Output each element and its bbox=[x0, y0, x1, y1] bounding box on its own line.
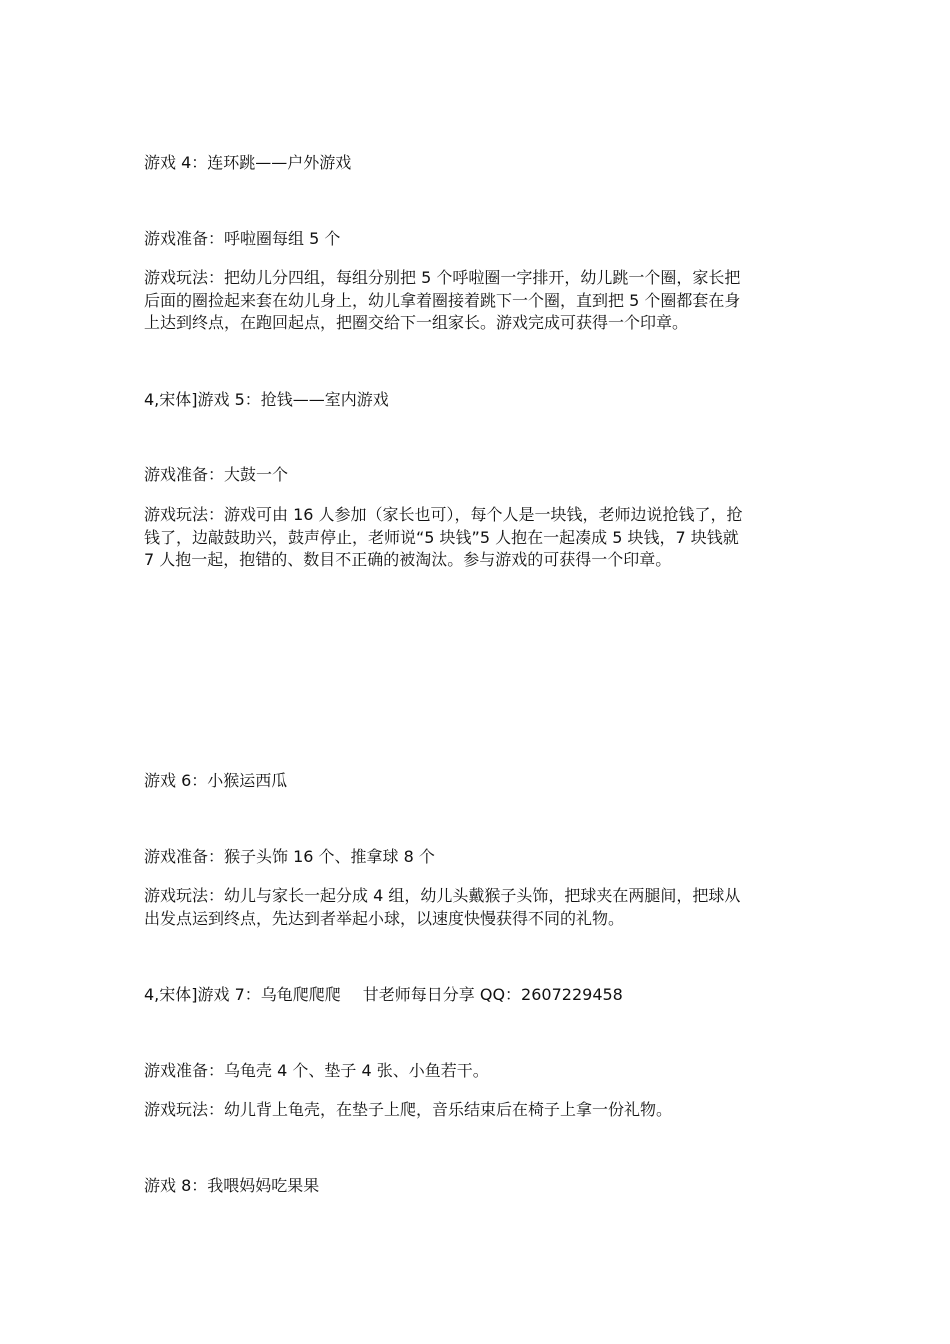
game5-play-line: 游戏玩法：游戏可由 16 人参加（家长也可），每个人是一块钱，老师边说抢钱了，抢 bbox=[144, 505, 743, 524]
game8-title: 游戏 8：我喂妈妈吃果果 bbox=[144, 1176, 320, 1195]
game6-prep: 游戏准备：猴子头饰 16 个、推拿球 8 个 bbox=[144, 847, 435, 866]
game6-play-line: 游戏玩法：幼儿与家长一起分成 4 组，幼儿头戴猴子头饰，把球夹在两腿间，把球从 bbox=[144, 886, 741, 905]
game4-play-line: 后面的圈捡起来套在幼儿身上，幼儿拿着圈接着跳下一个圈，直到把 5 个圈都套在身 bbox=[144, 290, 741, 310]
game4-prep: 游戏准备：呼啦圈每组 5 个 bbox=[144, 229, 341, 248]
game7-prep: 游戏准备：乌龟壳 4 个、垫子 4 张、小鱼若干。 bbox=[144, 1061, 489, 1080]
share-note: 甘老师每日分享 QQ：2607229458 bbox=[362, 985, 623, 1004]
game6-play-line: 出发点运到终点，先达到者举起小球，以速度快慢获得不同的礼物。 bbox=[144, 908, 625, 928]
game7-title: 4,宋体]游戏 7：乌龟爬爬爬 bbox=[144, 985, 341, 1004]
game7-play: 游戏玩法：幼儿背上龟壳，在垫子上爬，音乐结束后在椅子上拿一份礼物。 bbox=[144, 1100, 673, 1119]
game5-prep: 游戏准备：大鼓一个 bbox=[144, 465, 289, 484]
game5-play-line: 钱了，边敲鼓助兴，鼓声停止，老师说“5 块钱”5 人抱在一起凑成 5 块钱，7 块钱就 bbox=[144, 527, 739, 547]
game4-play bbox=[144, 267, 814, 335]
game6-play bbox=[144, 885, 814, 930]
game5-play-line: 7 人抱一起，抱错的、数目不正确的被淘汰。参与游戏的可获得一个印章。 bbox=[144, 550, 672, 569]
game6-title: 游戏 6：小猴运西瓜 bbox=[144, 771, 288, 790]
game7-title-line bbox=[144, 984, 623, 1006]
game4-play-line: 游戏玩法：把幼儿分四组，每组分别把 5 个呼啦圈一字排开，幼儿跳一个圈，家长把 bbox=[144, 268, 741, 287]
game5-play bbox=[144, 504, 814, 572]
game5-title: 4,宋体]游戏 5：抢钱——室内游戏 bbox=[144, 390, 389, 409]
game4-title: 游戏 4：连环跳——户外游戏 bbox=[144, 153, 352, 172]
game4-play-line: 上达到终点，在跑回起点，把圈交给下一组家长。游戏完成可获得一个印章。 bbox=[144, 313, 689, 332]
